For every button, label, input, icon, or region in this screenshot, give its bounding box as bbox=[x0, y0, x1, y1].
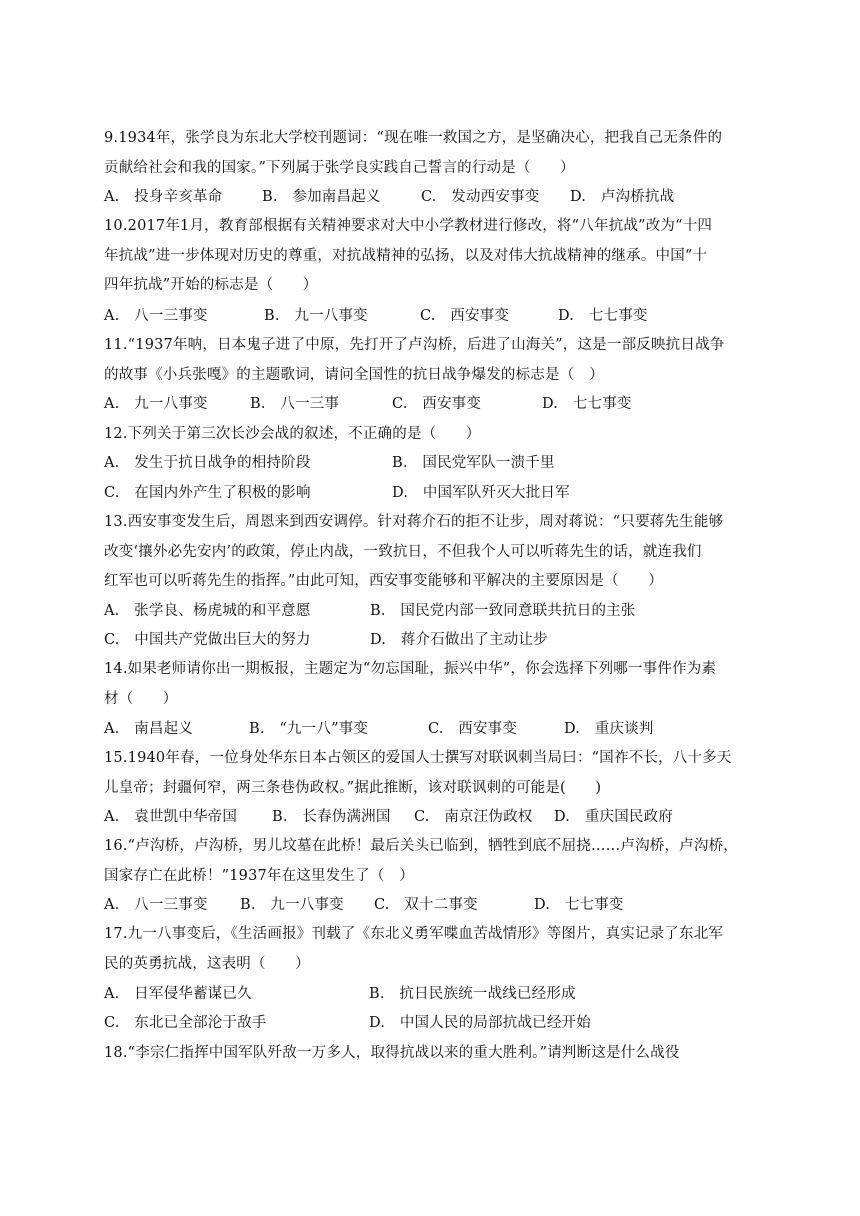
option-d[interactable]: D. 重庆国民政府 bbox=[554, 809, 674, 825]
question-stem-line: 12.下列关于第三次长沙会战的叙述，不正确的是（ ） bbox=[104, 426, 481, 442]
option-d[interactable]: D. 蒋介石做出了主动让步 bbox=[370, 632, 548, 648]
question-stem-line: 材（ ） bbox=[104, 690, 178, 707]
question-stem-line: 14.如果老师请你出一期板报，主题定为“勿忘国耻，振兴中华”，你会选择下列哪一事件作为素 bbox=[104, 661, 717, 677]
option-d[interactable]: D. 七七事变 bbox=[542, 396, 632, 412]
option-a[interactable]: A. 发生于抗日战争的相持阶段 bbox=[104, 455, 311, 471]
option-a[interactable]: A. 日军侵华蓄谋已久 bbox=[104, 986, 252, 1002]
question-17-options-row1 bbox=[104, 980, 776, 1010]
question-16 bbox=[104, 832, 776, 891]
option-c[interactable]: C. 东北已全部沦于敌手 bbox=[104, 1015, 267, 1031]
question-9-options bbox=[104, 183, 776, 213]
option-d[interactable]: D. 七七事变 bbox=[558, 308, 648, 324]
question-17 bbox=[104, 920, 776, 979]
option-d[interactable]: D. 重庆谈判 bbox=[564, 721, 654, 737]
question-stem-line: 民的英勇抗战，这表明（ ） bbox=[104, 955, 310, 972]
option-b[interactable]: B. 国民党军队一溃千里 bbox=[392, 455, 555, 471]
option-b[interactable]: B. 长春伪满洲国 bbox=[272, 809, 391, 825]
question-stem-line: 17.九一八事变后，《生活画报》刊载了《东北义勇军喋血苦战情形》等图片，真实记录了东北军 bbox=[104, 926, 724, 942]
question-13-options-row2 bbox=[104, 626, 776, 656]
option-a[interactable]: A. 八一三事变 bbox=[104, 308, 208, 324]
question-12-options-row1 bbox=[104, 449, 776, 479]
question-stem-line: 13.西安事变发生后，周恩来到西安调停。针对蒋介石的拒不让步，周对蒋说：“只要蒋先生能够 bbox=[104, 514, 724, 530]
option-b[interactable]: B. 国民党内部一致同意联共抗日的主张 bbox=[370, 603, 636, 619]
option-b[interactable]: B. 参加南昌起义 bbox=[262, 189, 381, 205]
question-10-options bbox=[104, 302, 776, 332]
question-16-options bbox=[104, 891, 776, 921]
option-d[interactable]: D. 七七事变 bbox=[534, 897, 624, 913]
question-17-options-row2 bbox=[104, 1009, 776, 1039]
question-stem-line: 儿皇帝；封疆何窄，两三条巷伪政权。”据此推断，该对联讽刺的可能是( ) bbox=[104, 779, 602, 796]
question-14-options bbox=[104, 715, 776, 745]
question-12-options-row2 bbox=[104, 479, 776, 509]
question-stem-line: 的故事《小兵张嘎》的主题歌词，请问全国性的抗日战争爆发的标志是（ ） bbox=[104, 366, 604, 383]
option-c[interactable]: C. 双十二事变 bbox=[374, 897, 478, 913]
question-9 bbox=[104, 124, 776, 183]
question-15-options bbox=[104, 803, 776, 833]
question-stem-line: 9.1934年，张学良为东北大学校刊题词：“现在唯一救国之方，是坚确决心，把我自己无条件的 bbox=[104, 130, 723, 146]
option-d[interactable]: D. 卢沟桥抗战 bbox=[570, 189, 675, 205]
question-stem-line: 红军也可以听蒋先生的指挥。”由此可知，西安事变能够和平解决的主要原因是（ ） bbox=[104, 573, 663, 589]
option-b[interactable]: B. 抗日民族统一战线已经形成 bbox=[369, 986, 576, 1002]
question-stem-line: 11.“1937年呐，日本鬼子进了中原，先打开了卢沟桥，后进了山海关”，这是一部反映抗日战争 bbox=[104, 337, 725, 353]
option-a[interactable]: A. 九一八事变 bbox=[104, 396, 208, 412]
question-stem-line: 10.2017年1月，教育部根据有关精神要求对大中小学教材进行修改，将“八年抗战”改为“十四 bbox=[104, 218, 713, 234]
question-11-options bbox=[104, 390, 776, 420]
option-b[interactable]: B. “九一八”事变 bbox=[249, 721, 369, 737]
option-b[interactable]: B. 九一八事变 bbox=[240, 897, 344, 913]
question-stem-line: 国家存亡在此桥！”1937年在这里发生了（ ） bbox=[104, 867, 414, 884]
question-stem-line: 贡献给社会和我的国家。”下列属于张学良实践自己誓言的行动是（ ） bbox=[104, 159, 575, 176]
option-b[interactable]: B. 九一八事变 bbox=[264, 308, 368, 324]
question-15 bbox=[104, 744, 776, 803]
question-10 bbox=[104, 212, 776, 301]
option-c[interactable]: C. 西安事变 bbox=[428, 721, 518, 737]
option-b[interactable]: B. 八一三事 bbox=[250, 396, 340, 412]
question-13-options-row1 bbox=[104, 597, 776, 627]
option-c[interactable]: C. 在国内外产生了积极的影响 bbox=[104, 485, 311, 501]
question-11 bbox=[104, 331, 776, 390]
question-stem-line: 四年抗战”开始的标志是（ ） bbox=[104, 277, 318, 293]
question-13 bbox=[104, 508, 776, 597]
question-12 bbox=[104, 420, 776, 450]
option-a[interactable]: A. 南昌起义 bbox=[104, 721, 193, 737]
question-stem-line: 16.“卢沟桥，卢沟桥，男儿坟墓在此桥！最后关头已临到，牺牲到底不屈挠……卢沟桥，卢沟桥， bbox=[104, 838, 738, 854]
option-c[interactable]: C. 中国共产党做出巨大的努力 bbox=[104, 632, 311, 648]
option-c[interactable]: C. 南京汪伪政权 bbox=[414, 809, 533, 825]
question-18 bbox=[104, 1039, 776, 1069]
option-a[interactable]: A. 张学良、杨虎城的和平意愿 bbox=[104, 603, 311, 619]
option-c[interactable]: C. 西安事变 bbox=[420, 308, 510, 324]
option-c[interactable]: C. 发动西安事变 bbox=[421, 189, 540, 205]
question-stem-line: 改变‘攘外必先安内’的政策，停止内战，一致抗日，不但我个人可以听蒋先生的话，就连我们 bbox=[104, 543, 702, 560]
option-c[interactable]: C. 西安事变 bbox=[392, 396, 482, 412]
question-14 bbox=[104, 655, 776, 714]
question-stem-line: 18.“李宗仁指挥中国军队歼敌一万多人，取得抗战以来的重大胜利。”请判断这是什么战役 bbox=[104, 1045, 680, 1061]
option-a[interactable]: A. 八一三事变 bbox=[104, 897, 208, 913]
option-d[interactable]: D. 中国人民的局部抗战已经开始 bbox=[369, 1015, 591, 1031]
option-a[interactable]: A. 袁世凯中华帝国 bbox=[104, 809, 238, 825]
question-stem-line: 年抗战”进一步体现对历史的尊重，对抗战精神的弘扬，以及对伟大抗战精神的继承。中国“十 bbox=[104, 247, 708, 264]
option-d[interactable]: D. 中国军队歼灭大批日军 bbox=[392, 485, 570, 501]
question-stem-line: 15.1940年春，一位身处华东日本占领区的爱国人士撰写对联讽刺当局曰：“国祚不长，八十多天 bbox=[104, 750, 732, 766]
option-a[interactable]: A. 投身辛亥革命 bbox=[104, 189, 223, 205]
